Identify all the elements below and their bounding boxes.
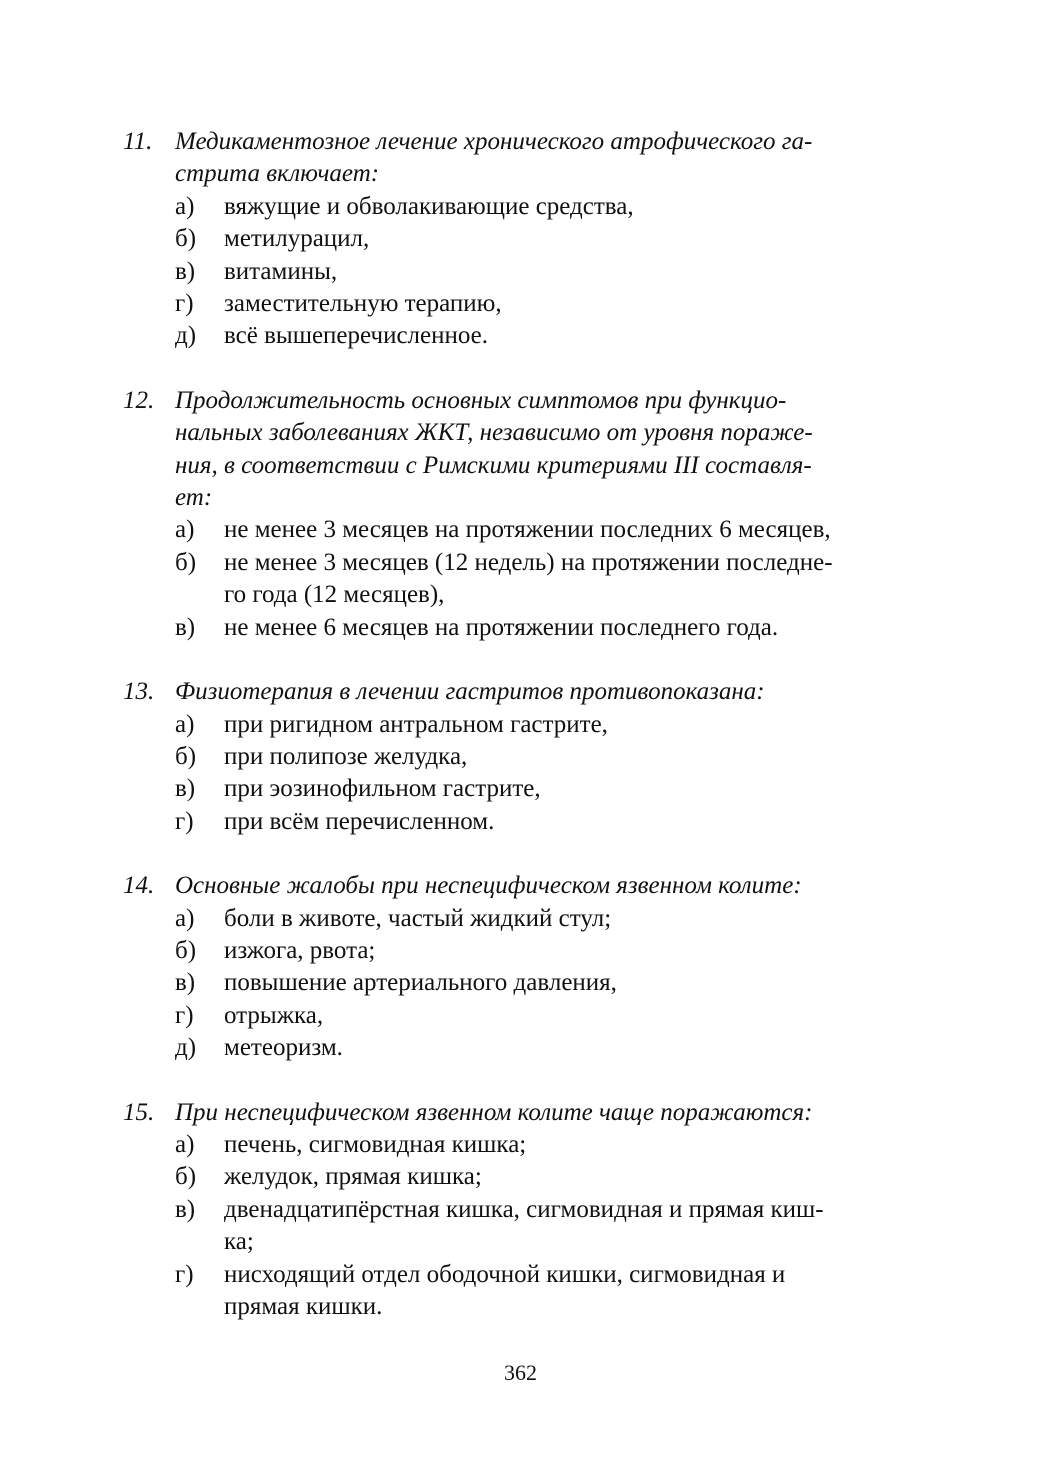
question-text-line: стрита включает: xyxy=(175,160,380,188)
option-text-line: при ригидном антральном гастрите, xyxy=(224,710,608,738)
answer-options xyxy=(175,709,918,839)
question-text-line: При неспецифическом язвенном колите чаще поражаются: xyxy=(175,1098,813,1126)
option-text-line: отрыжка, xyxy=(224,1001,324,1029)
question-5 xyxy=(123,1097,918,1324)
option-letter: б) xyxy=(175,742,197,770)
option-text xyxy=(224,967,918,999)
option-text-line: при эозинофильном гастрите, xyxy=(224,775,541,803)
option-letter: б) xyxy=(175,1163,197,1191)
answer-option xyxy=(175,741,918,773)
page-number: 362 xyxy=(504,1360,537,1385)
question-text-line: Основные жалобы при неспецифическом язвенном колите: xyxy=(175,872,802,900)
option-letter: б) xyxy=(175,225,197,253)
option-text xyxy=(224,1129,918,1161)
answer-option xyxy=(175,223,918,255)
option-text-line: при полипозе желудка, xyxy=(224,742,468,770)
option-text xyxy=(224,903,918,935)
answer-option xyxy=(175,935,918,967)
option-text-line: заместительную терапию, xyxy=(224,290,502,318)
option-letter: а) xyxy=(175,1130,195,1158)
question-text-line: ния, в соответствии с Римскими критериями III составля- xyxy=(175,451,812,479)
question-heading xyxy=(123,676,918,708)
question-text xyxy=(175,676,918,708)
question-heading xyxy=(123,1097,918,1129)
answer-option xyxy=(175,806,918,838)
option-letter: г) xyxy=(175,290,194,318)
answer-option xyxy=(175,547,918,612)
question-number: 14. xyxy=(123,872,155,900)
option-text xyxy=(224,935,918,967)
option-text-line: двенадцатипёрстная кишка, сигмовидная и прямая киш- xyxy=(224,1195,824,1223)
option-letter: в) xyxy=(175,1195,196,1223)
question-list xyxy=(123,126,918,1355)
option-text xyxy=(224,709,918,741)
option-letter: в) xyxy=(175,257,196,285)
answer-option xyxy=(175,1161,918,1193)
option-text-line: при всём перечисленном. xyxy=(224,807,495,835)
option-text xyxy=(224,514,918,546)
option-text xyxy=(224,256,918,288)
question-text xyxy=(175,126,918,191)
question-text-line: Физиотерапия в лечении гастритов противопоказана: xyxy=(175,678,765,706)
question-heading xyxy=(123,126,918,191)
answer-option xyxy=(175,288,918,320)
option-letter: б) xyxy=(175,936,197,964)
answer-option xyxy=(175,903,918,935)
option-text xyxy=(224,547,918,612)
question-text xyxy=(175,385,918,515)
option-text xyxy=(224,1032,918,1064)
option-text xyxy=(224,1194,918,1259)
answer-option xyxy=(175,1129,918,1161)
option-text xyxy=(224,773,918,805)
option-text-line: всё вышеперечисленное. xyxy=(224,322,489,350)
answer-option xyxy=(175,1259,918,1324)
option-text xyxy=(224,806,918,838)
option-text xyxy=(224,320,918,352)
option-letter: а) xyxy=(175,904,195,932)
option-text-line: изжога, рвота; xyxy=(224,936,376,964)
question-number: 13. xyxy=(123,678,155,706)
option-letter: б) xyxy=(175,548,197,576)
option-letter: в) xyxy=(175,613,196,641)
answer-option xyxy=(175,1194,918,1259)
question-text xyxy=(175,870,918,902)
option-text-line: не менее 6 месяцев на протяжении последнего года. xyxy=(224,613,779,641)
option-letter: г) xyxy=(175,807,194,835)
option-text-line: ка; xyxy=(224,1228,254,1256)
answer-option xyxy=(175,256,918,288)
question-1 xyxy=(123,126,918,353)
question-text-line: Медикаментозное лечение хронического атрофического га- xyxy=(175,128,813,155)
option-letter: г) xyxy=(175,1001,194,1029)
option-text-line: витамины, xyxy=(224,257,338,285)
option-text-line: повышение артериального давления, xyxy=(224,969,617,997)
option-text-line: боли в животе, частый жидкий стул; xyxy=(224,904,612,932)
question-heading xyxy=(123,385,918,515)
option-text-line: метеоризм. xyxy=(224,1034,343,1062)
option-text-line: не менее 3 месяцев на протяжении последних 6 месяцев, xyxy=(224,516,831,544)
option-text xyxy=(224,1259,918,1324)
answer-options xyxy=(175,514,918,644)
answer-option xyxy=(175,612,918,644)
option-letter: в) xyxy=(175,969,196,997)
option-text xyxy=(224,612,918,644)
option-letter: а) xyxy=(175,516,195,544)
answer-options xyxy=(175,191,918,353)
question-4 xyxy=(123,870,918,1064)
option-text-line: вяжущие и обволакивающие средства, xyxy=(224,192,634,220)
option-text-line: нисходящий отдел ободочной кишки, сигмовидная и xyxy=(224,1260,786,1288)
option-text-line: прямая кишки. xyxy=(224,1293,383,1320)
option-letter: а) xyxy=(175,192,195,220)
option-letter: д) xyxy=(175,322,197,350)
question-text-line: Продолжительность основных симптомов при функцио- xyxy=(175,386,787,414)
option-text xyxy=(224,1000,918,1032)
answer-option xyxy=(175,709,918,741)
option-letter: д) xyxy=(175,1034,197,1062)
option-text-line: печень, сигмовидная кишка; xyxy=(224,1130,527,1158)
question-number: 12. xyxy=(123,386,155,414)
option-text-line: желудок, прямая кишка; xyxy=(224,1163,482,1191)
option-letter: г) xyxy=(175,1260,194,1288)
answer-option xyxy=(175,773,918,805)
option-text-line: не менее 3 месяцев (12 недель) на протяжении последне- xyxy=(224,548,833,576)
answer-options xyxy=(175,903,918,1065)
option-text-line: го года (12 месяцев), xyxy=(224,581,445,609)
option-text xyxy=(224,191,918,223)
answer-option xyxy=(175,967,918,999)
answer-option xyxy=(175,514,918,546)
option-text xyxy=(224,223,918,255)
question-2 xyxy=(123,385,918,644)
question-number: 15. xyxy=(123,1098,155,1126)
answer-option xyxy=(175,320,918,352)
question-number: 11. xyxy=(123,128,153,155)
question-3 xyxy=(123,676,918,838)
answer-option xyxy=(175,191,918,223)
option-text-line: метилурацил, xyxy=(224,225,370,253)
answer-option xyxy=(175,1032,918,1064)
option-text xyxy=(224,1161,918,1193)
question-text xyxy=(175,1097,918,1129)
answer-options xyxy=(175,1129,918,1323)
answer-option xyxy=(175,1000,918,1032)
question-text-line: нальных заболеваниях ЖКТ, независимо от уровня пораже- xyxy=(175,419,813,447)
option-letter: в) xyxy=(175,775,196,803)
option-text xyxy=(224,288,918,320)
question-heading xyxy=(123,870,918,902)
option-text xyxy=(224,741,918,773)
option-letter: а) xyxy=(175,710,195,738)
question-text-line: ет: xyxy=(175,484,213,512)
